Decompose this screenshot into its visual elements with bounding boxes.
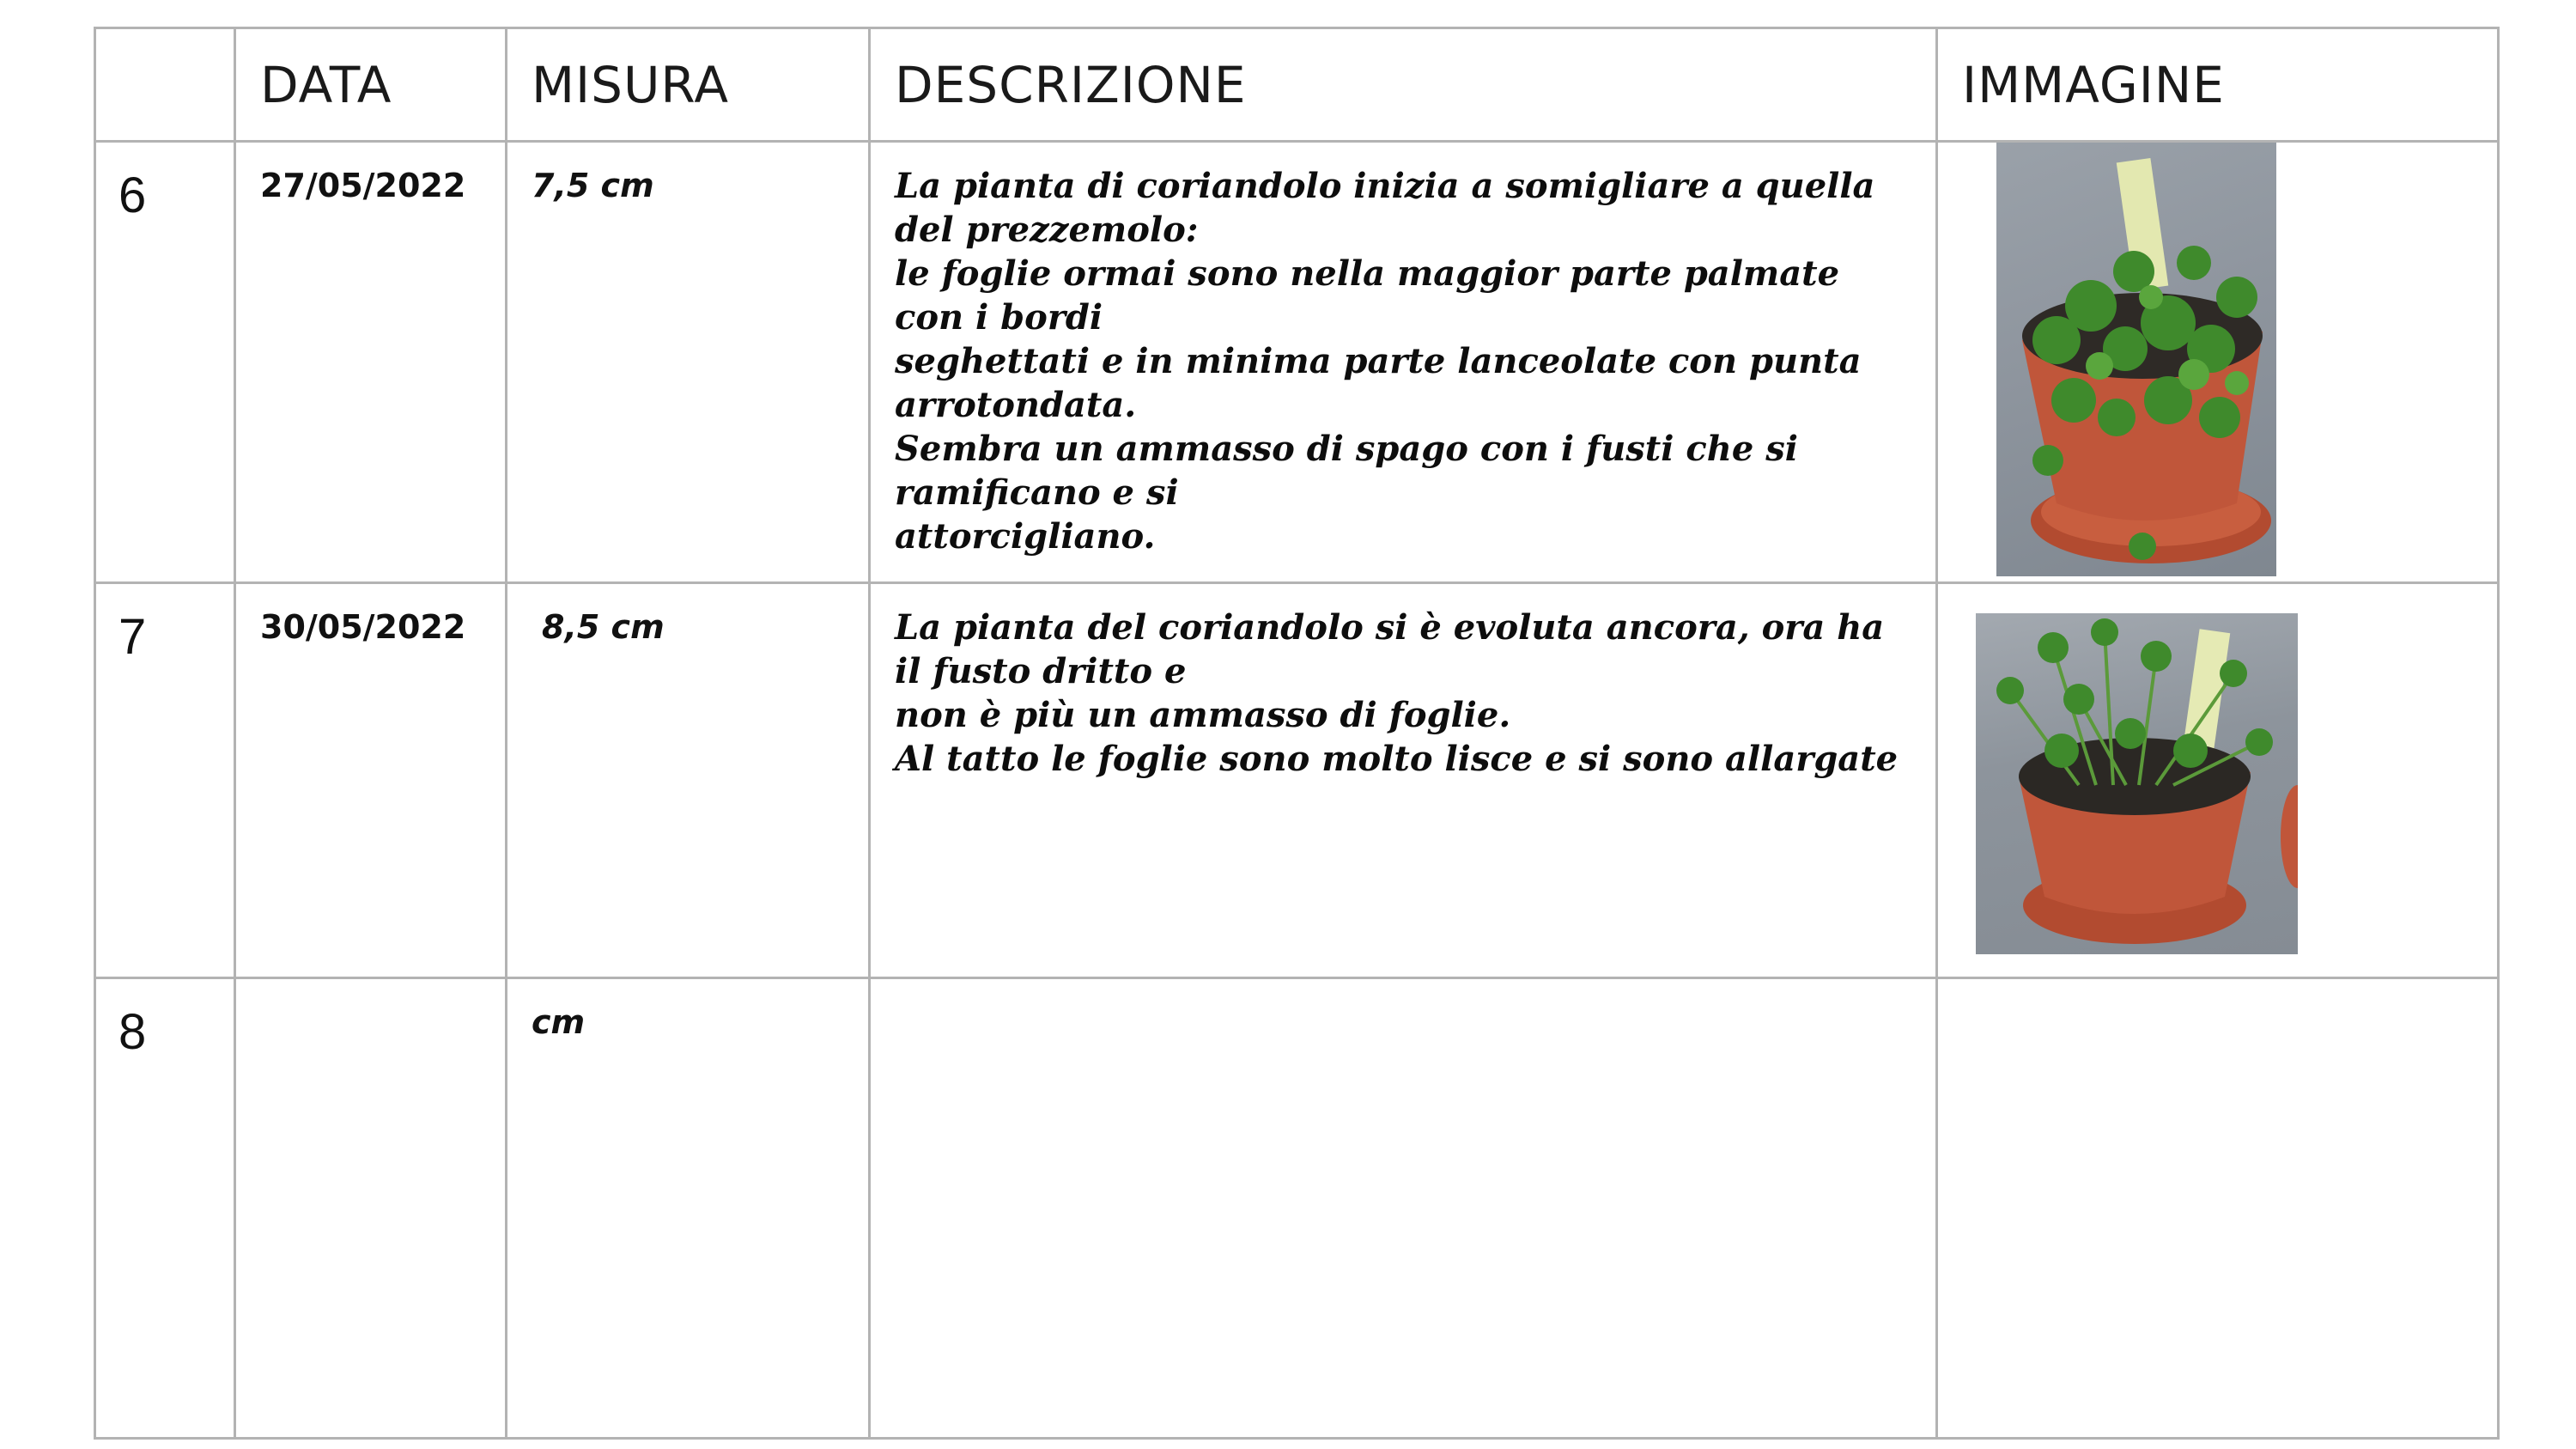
- table-header-row: [95, 28, 2499, 142]
- measure-cell: cm: [507, 978, 870, 1439]
- description-cell: [870, 978, 1937, 1439]
- table-row: [95, 583, 2499, 978]
- table-row: [95, 142, 2499, 583]
- row-number: 7: [95, 583, 235, 978]
- description-cell: La pianta del coriandolo si è evoluta ancora, ora ha il fusto dritto e non è più un ammasso di foglie. Al tatto le foglie sono molto lisce e si sono allargate: [870, 583, 1937, 978]
- date-cell: 27/05/2022: [235, 142, 507, 583]
- header-num: [95, 28, 235, 142]
- row-number: 8: [95, 978, 235, 1439]
- date-cell: 30/05/2022: [235, 583, 507, 978]
- measure-cell: 7,5 cm: [507, 142, 870, 583]
- description-cell: La pianta di coriandolo inizia a somigliare a quella del prezzemolo: le foglie ormai sono nella maggior parte palmate con i bordi seghettati e in minima parte lanceolate con punta arrotondata. Sembra un ammasso di spago con i fusti che si ramificano e si attorcigliano.: [870, 142, 1937, 583]
- coriander-plant-photo: [1976, 613, 2298, 954]
- image-cell: [1937, 978, 2499, 1439]
- header-descrizione: DESCRIZIONE: [870, 28, 1937, 142]
- image-cell: [1937, 142, 2499, 583]
- measure-cell: 8,5 cm: [507, 583, 870, 978]
- header-misura: MISURA: [507, 28, 870, 142]
- table-row: [95, 978, 2499, 1439]
- header-data: DATA: [235, 28, 507, 142]
- coriander-plant-photo: [1996, 143, 2276, 576]
- observation-table: [94, 27, 2500, 1440]
- date-cell: [235, 978, 507, 1439]
- image-cell: [1937, 583, 2499, 978]
- row-number: 6: [95, 142, 235, 583]
- header-immagine: IMMAGINE: [1937, 28, 2499, 142]
